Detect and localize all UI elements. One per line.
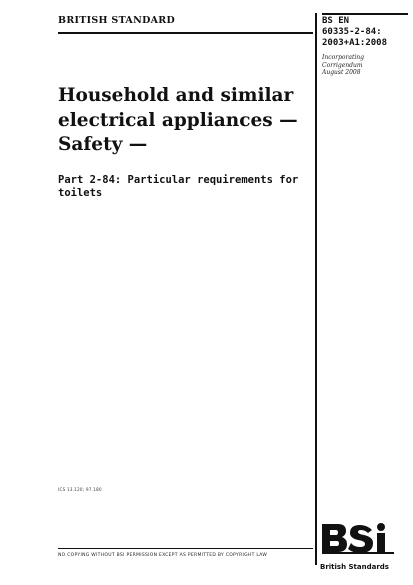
standard-number-line: 60335-2-84: (322, 27, 382, 37)
bsi-logo-icon (320, 522, 396, 554)
part-line: Part 2-84: Particular requirements for (58, 174, 299, 186)
standard-number-line: 2003+A1:2008 (322, 38, 388, 48)
bsi-logo-subtitle: British Standards (320, 563, 389, 571)
header-rule-right (322, 13, 408, 15)
note-line: August 2008 (322, 69, 361, 76)
standard-number-line: BS EN (322, 16, 350, 26)
copyright-notice: NO COPYING WITHOUT BSI PERMISSION EXCEPT AS PERMITTED BY COPYRIGHT LAW (58, 553, 268, 558)
title-line: Household and similar (58, 85, 294, 106)
title-line: Safety — (58, 134, 148, 155)
incorporation-note (322, 54, 408, 77)
note-line: Incorporating (322, 54, 365, 61)
column-divider (315, 13, 317, 565)
part-subtitle (58, 174, 313, 200)
title-line: electrical appliances — (58, 109, 298, 131)
ics-code: ICS 13.120; 97.180 (58, 487, 102, 492)
header-rule-left (58, 32, 313, 34)
document-title (58, 84, 313, 158)
standard-number (322, 16, 408, 49)
bsi-logo (320, 522, 396, 552)
series-label: BRITISH STANDARD (58, 15, 176, 26)
footer-rule (58, 548, 313, 549)
note-line: Corrigendum (322, 61, 363, 69)
part-line: toilets (58, 187, 103, 199)
